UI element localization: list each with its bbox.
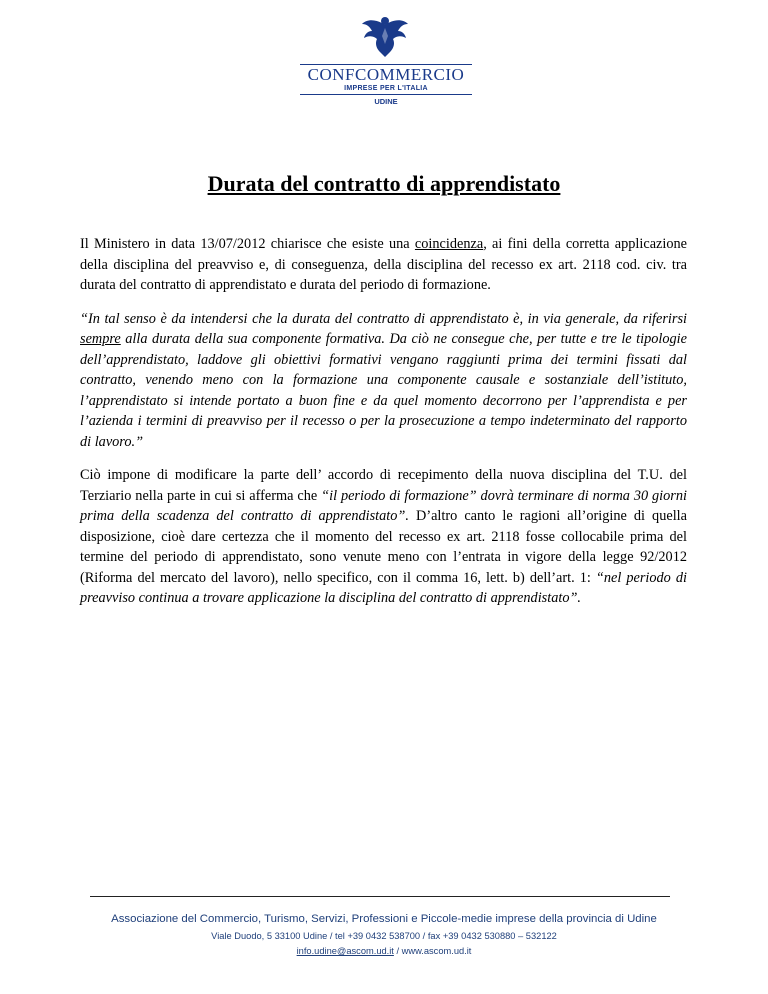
paragraph-3 (80, 465, 687, 609)
eagle-logo-icon (360, 14, 410, 58)
logo-name: CONFCOMMERCIO (307, 65, 465, 84)
logo-rule-bottom (300, 94, 472, 95)
footer-divider (90, 896, 670, 897)
footer-contacts (0, 946, 768, 956)
paragraph-2-text-a: “In tal senso è da intendersi che la durata del contratto di apprendistato è, in via generale, da riferirsi (80, 310, 687, 327)
paragraph-3-italic-quote: “il periodo di formazione” dovrà terminare di norma 30 giorni prima della scadenza del contratto di apprendistato”. (80, 487, 687, 524)
paragraph-3-text-c: D’altro canto le ragioni all’origine di quella disposizione, cioè dare certezza che il momento del recesso ex art. 2118 fosse collocabile prima del termine del periodo di apprendistato, sono venute meno con l’entrata in vigore della legge 92/2012 (Riforma del mercato del lavoro), nello specifico, con il comma 16, lett. b) dell’art. 1: (80, 508, 687, 586)
paragraph-3-text-a: Ciò impone di modificare la parte dell’ accordo di recepimento della nuova disciplina del T.U. del Terziario nella parte in cui si afferma che (80, 467, 687, 504)
paragraph-2-quote (80, 309, 687, 453)
paragraph-3-italic-quote-2: “nel periodo di preavviso continua a trovare applicazione la disciplina del contratto di apprendistato”. (80, 569, 687, 606)
logo-tagline: IMPRESE PER L'ITALIA (344, 85, 428, 92)
footer-email-link[interactable]: info.udine@ascom.ud.it (296, 946, 394, 956)
paragraph-1-text-c: , ai fini della corretta applicazione della disciplina del preavviso e, di conseguenza, della disciplina del recesso ex art. 2118 cod. civ. tra durata del contratto di apprendistato e durata del periodo di formazione. (80, 236, 687, 293)
footer-website-link[interactable]: www.ascom.ud.it (401, 946, 472, 956)
paragraph-1 (80, 234, 687, 296)
footer-address: Viale Duodo, 5 33100 Udine / tel +39 0432 538700 / fax +39 0432 530880 – 532122 (211, 931, 557, 941)
document-body (80, 234, 687, 622)
paragraph-2-text-c: alla durata della sua componente formativa. Da ciò ne consegue che, per tutte e tre le tipologie dell’apprendistato, laddove gli obiettivi formativi vengano raggiunti prima dei termini fissati dal contratto, venendo meno con la formazione una componente causale e sostanziale dell’istituto, l’apprendistato si intende portato a buon fine e da quel momento decorrono per l’apprendista e per l’azienda i termini di preavviso per il recesso o per la prosecuzione a tempo indeterminato del rapporto di lavoro.” (80, 331, 687, 450)
paragraph-1-underlined: coincidenza (414, 236, 484, 252)
footer-separator: / (393, 946, 402, 956)
paragraph-2-underlined: sempre (80, 331, 121, 347)
paragraph-1-text-a: Il Ministero in data 13/07/2012 chiarisce che esiste una (80, 236, 415, 252)
document-title: Durata del contratto di apprendistato (207, 171, 561, 196)
logo-city: UDINE (374, 97, 398, 106)
footer-association-name: Associazione del Commercio, Turismo, Servizi, Professioni e Piccole-medie imprese della provincia di Udine (111, 913, 657, 925)
